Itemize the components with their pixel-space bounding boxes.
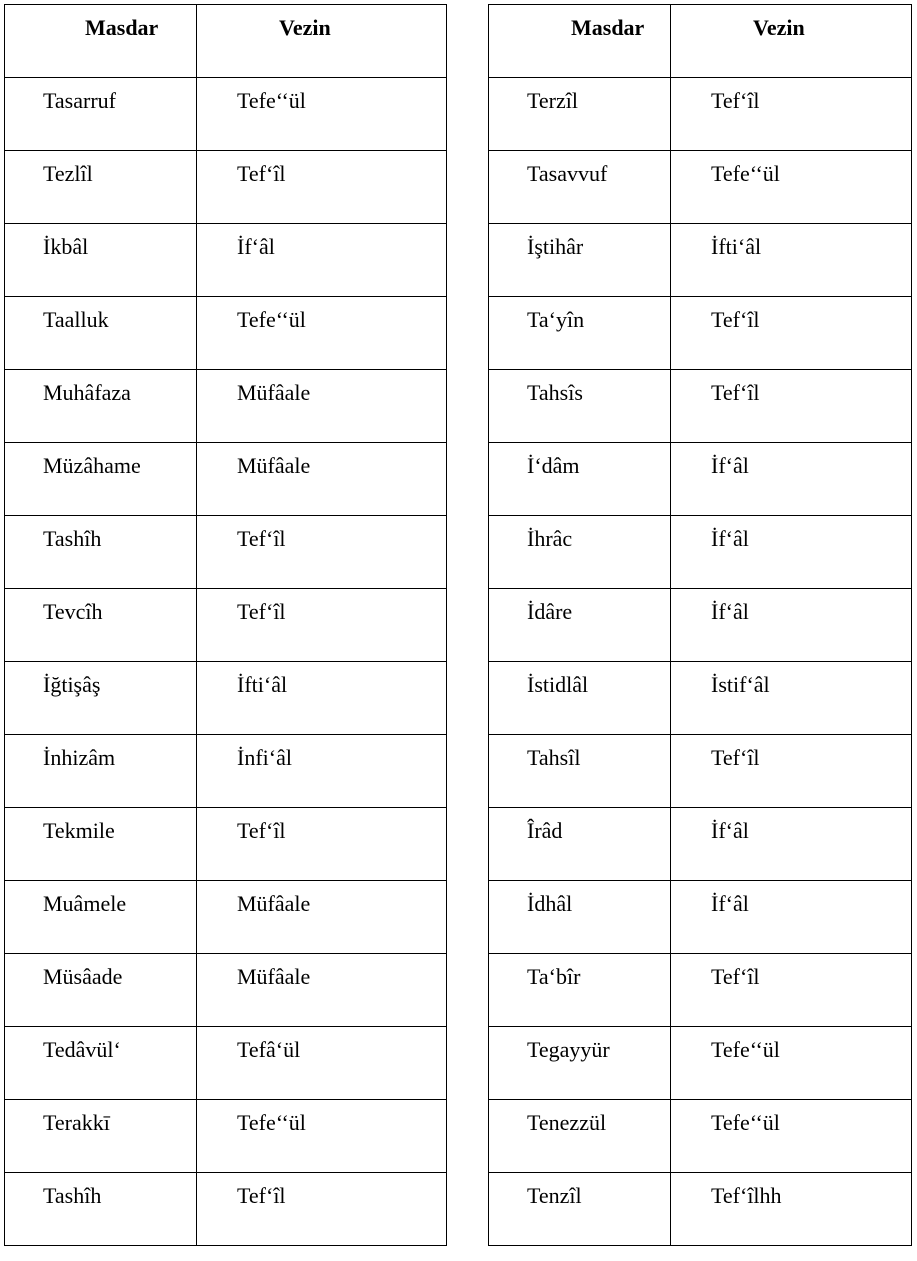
table-row <box>5 1100 447 1173</box>
vezin-cell: Müfâale <box>197 443 447 516</box>
table-row <box>489 297 912 370</box>
table-row <box>489 78 912 151</box>
vezin-cell: Tefe‘‘ül <box>197 297 447 370</box>
vezin-cell: Tef‘îl <box>197 151 447 224</box>
masdar-cell: Ta‘bîr <box>489 954 671 1027</box>
masdar-cell: İhrâc <box>489 516 671 589</box>
masdar-cell: Ta‘yîn <box>489 297 671 370</box>
vezin-cell: İf‘âl <box>671 808 912 881</box>
table-row <box>489 662 912 735</box>
masdar-cell: Tenezzül <box>489 1100 671 1173</box>
vezin-cell: Müfâale <box>197 881 447 954</box>
masdar-cell: Îrâd <box>489 808 671 881</box>
table-row <box>5 881 447 954</box>
table-row <box>5 443 447 516</box>
table-row <box>489 808 912 881</box>
vezin-cell: Tef‘îl <box>671 954 912 1027</box>
table-row <box>5 589 447 662</box>
masdar-cell: Tedâvül‘ <box>5 1027 197 1100</box>
table-row <box>5 735 447 808</box>
vezin-cell: Müfâale <box>197 954 447 1027</box>
masdar-cell: Terakkī <box>5 1100 197 1173</box>
vezin-cell: Tefe‘‘ül <box>671 151 912 224</box>
table-row <box>489 1027 912 1100</box>
table-row <box>489 443 912 516</box>
masdar-cell: İştihâr <box>489 224 671 297</box>
vezin-cell: İfti‘âl <box>197 662 447 735</box>
table-row <box>489 881 912 954</box>
vezin-cell: İf‘âl <box>671 881 912 954</box>
masdar-cell: Müsâade <box>5 954 197 1027</box>
table-row <box>489 1173 912 1246</box>
masdar-cell: Muâmele <box>5 881 197 954</box>
masdar-cell: Muhâfaza <box>5 370 197 443</box>
masdar-cell: Tashîh <box>5 516 197 589</box>
masdar-cell: İdhâl <box>489 881 671 954</box>
masdar-cell: İdâre <box>489 589 671 662</box>
vezin-cell: Tefe‘‘ül <box>671 1100 912 1173</box>
table-row <box>489 589 912 662</box>
masdar-cell: Tashîh <box>5 1173 197 1246</box>
vezin-cell: İf‘âl <box>197 224 447 297</box>
masdar-cell: Tasarruf <box>5 78 197 151</box>
vocab-table-right <box>488 4 912 1246</box>
table-body <box>489 78 912 1246</box>
masdar-cell: Tahsîs <box>489 370 671 443</box>
table-row <box>5 516 447 589</box>
column-header-vezin: Vezin <box>671 5 912 78</box>
masdar-cell: İğtişâş <box>5 662 197 735</box>
vezin-cell: Tef‘îl <box>197 516 447 589</box>
masdar-cell: Tezlîl <box>5 151 197 224</box>
table-row <box>489 370 912 443</box>
masdar-cell: İstidlâl <box>489 662 671 735</box>
column-header-masdar: Masdar <box>5 5 197 78</box>
masdar-cell: Tegayyür <box>489 1027 671 1100</box>
masdar-cell: Müzâhame <box>5 443 197 516</box>
table-row <box>5 151 447 224</box>
vezin-cell: İf‘âl <box>671 589 912 662</box>
table-row <box>5 1027 447 1100</box>
masdar-cell: İkbâl <box>5 224 197 297</box>
vezin-cell: Müfâale <box>197 370 447 443</box>
vezin-cell: İfti‘âl <box>671 224 912 297</box>
header-row <box>489 5 912 78</box>
table-row <box>489 954 912 1027</box>
vezin-cell: İf‘âl <box>671 443 912 516</box>
table-row <box>489 1100 912 1173</box>
table-row <box>5 297 447 370</box>
vezin-cell: Tef‘îl <box>671 735 912 808</box>
header-row <box>5 5 447 78</box>
table-body <box>5 78 447 1246</box>
vezin-cell: Tef‘îl <box>197 1173 447 1246</box>
vezin-cell: İnfi‘âl <box>197 735 447 808</box>
vezin-cell: İstif‘âl <box>671 662 912 735</box>
masdar-cell: Tekmile <box>5 808 197 881</box>
masdar-cell: Tenzîl <box>489 1173 671 1246</box>
vezin-cell: Tef‘îl <box>197 808 447 881</box>
masdar-cell: İ‘dâm <box>489 443 671 516</box>
table-row <box>5 1173 447 1246</box>
table-row <box>5 808 447 881</box>
masdar-cell: Tahsîl <box>489 735 671 808</box>
masdar-cell: İnhizâm <box>5 735 197 808</box>
masdar-cell: Terzîl <box>489 78 671 151</box>
vocab-table-left <box>4 4 447 1246</box>
vezin-cell: Tefâ‘ül <box>197 1027 447 1100</box>
vezin-cell: Tef‘îl <box>671 297 912 370</box>
vezin-cell: Tefe‘‘ül <box>671 1027 912 1100</box>
table-row <box>5 370 447 443</box>
vezin-cell: Tefe‘‘ül <box>197 1100 447 1173</box>
masdar-cell: Taalluk <box>5 297 197 370</box>
vezin-cell: Tef‘îl <box>671 78 912 151</box>
table-row <box>5 78 447 151</box>
column-header-masdar: Masdar <box>489 5 671 78</box>
table-row <box>489 735 912 808</box>
table-row <box>5 662 447 735</box>
vezin-cell: Tef‘îl <box>671 370 912 443</box>
table-row <box>489 224 912 297</box>
masdar-cell: Tevcîh <box>5 589 197 662</box>
table-row <box>5 954 447 1027</box>
table-row <box>5 224 447 297</box>
vezin-cell: Tef‘îlhh <box>671 1173 912 1246</box>
vezin-cell: Tef‘îl <box>197 589 447 662</box>
table-row <box>489 151 912 224</box>
masdar-cell: Tasavvuf <box>489 151 671 224</box>
column-header-vezin: Vezin <box>197 5 447 78</box>
table-row <box>489 516 912 589</box>
vezin-cell: Tefe‘‘ül <box>197 78 447 151</box>
vezin-cell: İf‘âl <box>671 516 912 589</box>
